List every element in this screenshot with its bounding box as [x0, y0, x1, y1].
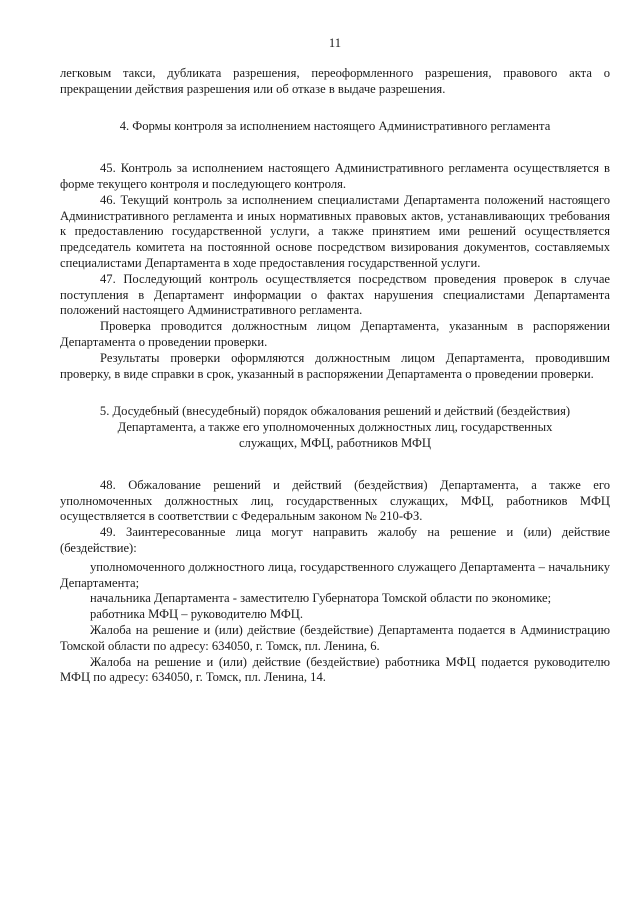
paragraph-48: 48. Обжалование решений и действий (бездействия) Департамента, а также его уполномоченных должностных лиц, государственных служащих, МФЦ, работников МФЦ осуществляется в соответствии с Федеральным законом № 210-ФЗ. [60, 477, 610, 524]
intro-paragraph: легковым такси, дубликата разрешения, переоформленного разрешения, правового акта о прекращении действия разрешения или об отказе в выдаче разрешения. [60, 65, 610, 96]
paragraph-49-item-2: начальника Департамента - заместителю Губернатора Томской области по экономике; [90, 591, 552, 606]
section-4-heading: 4. Формы контроля за исполнением настоящего Административного регламента [119, 119, 551, 134]
paragraph-49: 49. Заинтересованные лица могут направить жалобу на решение и (или) действие (бездействие): [60, 525, 610, 555]
paragraph-49-item-3: работника МФЦ – руководителю МФЦ. [90, 607, 304, 622]
paragraph-49-complaint-2: Жалоба на решение и (или) действие (бездействие) работника МФЦ подается руководителю МФЦ по адресу: 634050, г. Томск, пл. Ленина, 14. [60, 654, 610, 685]
paragraph-47-results: Результаты проверки оформляются должностным лицом Департамента, проводившим проверку, в виде справки в срок, указанный в распоряжении Департамента о проведении проверки. [60, 350, 610, 381]
paragraph-47-check: Проверка проводится должностным лицом Департамента, указанным в распоряжении Департамента о проведении проверки. [60, 319, 610, 349]
paragraph-45: 45. Контроль за исполнением настоящего Административного регламента осуществляется в форме текущего контроля и последующего контроля. [60, 161, 610, 191]
section-5-heading-line-2: Департамента, а также его уполномоченных должностных лиц, государственных [117, 420, 553, 435]
page-number: 11 [328, 36, 342, 50]
section-5-heading-line-3: служащих, МФЦ, работников МФЦ [238, 435, 432, 450]
document-page [60, 36, 610, 686]
paragraph-49-complaint-1: Жалоба на решение и (или) действие (бездействие) Департамента подается в Администрацию Томской области по адресу: 634050, г. Томск, пл. Ленина, 6. [60, 622, 610, 653]
paragraph-47: 47. Последующий контроль осуществляется посредством проведения проверок в случае поступления в Департамент информации о фактах нарушения специалистами Департамента положений настоящего Административного регламента. [60, 271, 610, 318]
section-5-heading-line-1: 5. Досудебный (внесудебный) порядок обжалования решений и действий (бездействия) [99, 404, 571, 419]
paragraph-46: 46. Текущий контроль за исполнением специалистами Департамента положений настоящего Административного регламента и иных нормативных правовых актов, устанавливающих требования к предоставлению государственной услуги, а также принятием ими решений осуществляется председатель комитета на постоянной основе посредством визирования документов, составляемых специалистами Департамента в ходе предоставления государственной услуги. [60, 192, 610, 270]
section-5-heading [60, 404, 610, 451]
paragraph-49-item-1: уполномоченного должностного лица, государственного служащего Департамента – начальнику Департамента; [60, 559, 610, 590]
